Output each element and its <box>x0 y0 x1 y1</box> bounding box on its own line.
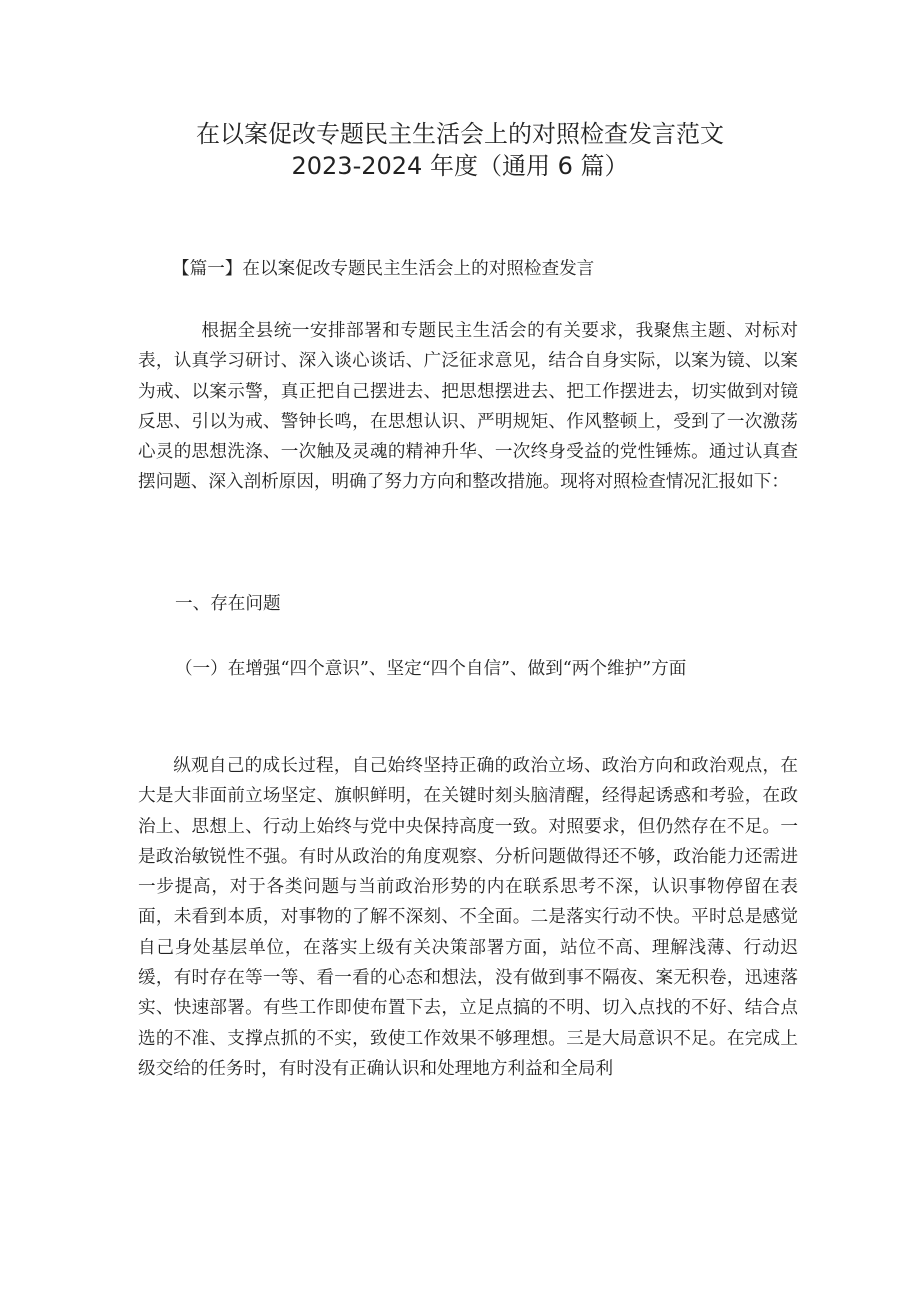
section-heading: 一、存在问题 <box>175 594 281 614</box>
body-paragraph: 纵观自己的成长过程，自己始终坚持正确的政治立场、政治方向和政治观点，在大是大非面前立场坚定、旗帜鲜明，在关键时刻头脑清醒，经得起诱惑和考验，在政治上、思想上、行动上始终与党中央保持高度一致。对照要求，但仍然存在不足。一是政治敏锐性不强。有时从政治的角度观察、分析问题做得还不够，政治能力还需进一步提高，对于各类问题与当前政治形势的内在联系思考不深，认识事物停留在表面，未看到本质，对事物的了解不深刻、不全面。二是落实行动不快。平时总是感觉自己身处基层单位，在落实上级有关决策部署方面，站位不高、理解浅薄、行动迟缓，有时存在等一等、看一看的心态和想法，没有做到事不隔夜、案无积卷，迅速落实、快速部署。有些工作即使布置下去，立足点搞的不明、切入点找的不好、结合点选的不准、支撑点抓的不实，致使工作效果不够理想。三是大局意识不足。在完成上级交给的任务时，有时没有正确认识和处理地方利益和全局利 <box>138 756 798 1079</box>
document-title-line-1: 在以案促改专题民主生活会上的对照检查发言范文 <box>196 120 724 148</box>
chapter-heading: 【篇一】在以案促改专题民主生活会上的对照检查发言 <box>172 259 595 279</box>
subsection-heading: （一）在增强“四个意识”、坚定“四个自信”、做到“两个维护”方面 <box>174 659 687 679</box>
intro-paragraph: 根据全县统一安排部署和专题民主生活会的有关要求，我聚焦主题、对标对表，认真学习研讨、深入谈心谈话、广泛征求意见，结合自身实际，以案为镜、以案为戒、以案示警，真正把自己摆进去、把思想摆进去、把工作摆进去，切实做到对镜反思、引以为戒、警钟长鸣，在思想认识、严明规矩、作风整顿上，受到了一次激荡心灵的思想洗涤、一次触及灵魂的精神升华、一次终身受益的党性锤炼。通过认真查摆问题、深入剖析原因，明确了努力方向和整改措施。现将对照检查情况汇报如下： <box>138 321 798 493</box>
document-title-line-2: 2023-2024 年度（通用 6 篇） <box>291 152 629 180</box>
